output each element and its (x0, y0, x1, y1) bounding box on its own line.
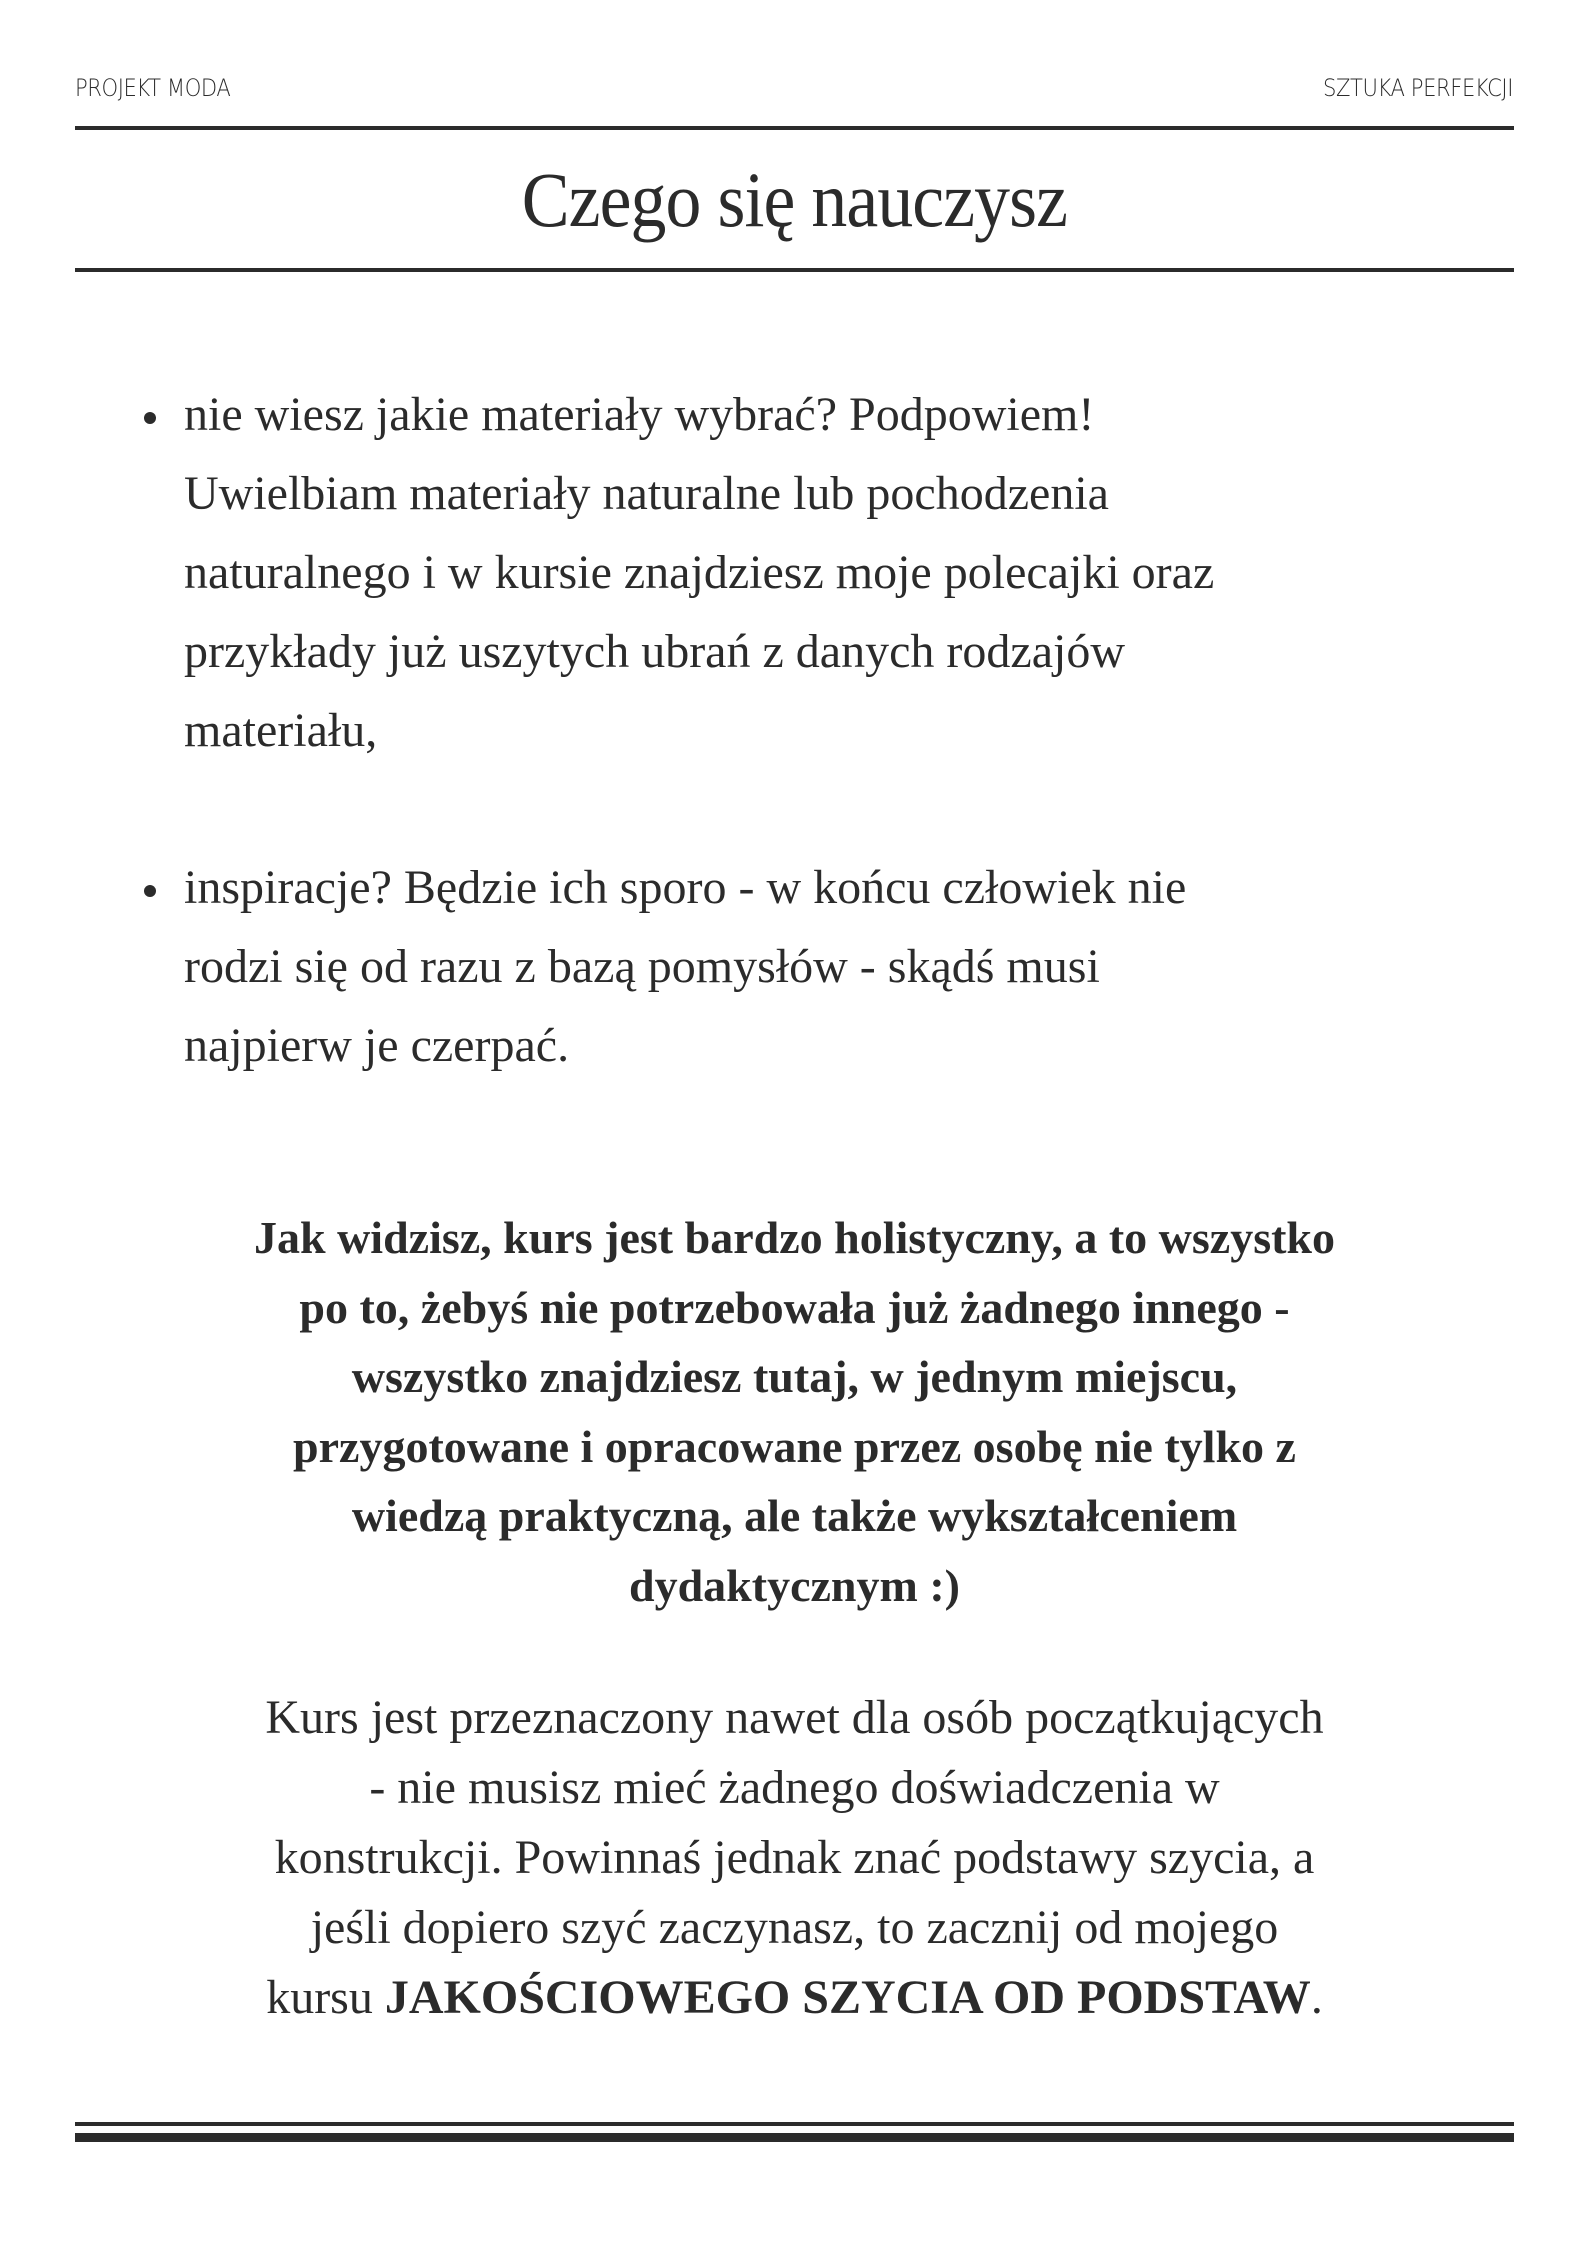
bullet-item-materials (144, 375, 1514, 770)
audience-paragraph (75, 1683, 1514, 2033)
audience-last-line (75, 1963, 1514, 2033)
summary-line: po to, żebyś nie potrzebowała już żadnego innego - (299, 1281, 1290, 1333)
page-title-text: Czego się nauczysz (521, 156, 1068, 243)
bullet-list (144, 375, 1514, 1085)
summary-paragraph (75, 1203, 1514, 1620)
bullet-line: materiału, (184, 704, 378, 757)
summary-line: Jak widzisz, kurs jest bardzo holistyczny, a to wszystko (253, 1212, 1336, 1263)
audience-line: jeśli dopiero szyć zaczynasz, to zacznij od mojego (310, 1901, 1279, 1954)
bullet-line: najpierw je czerpać. (184, 1019, 570, 1072)
summary-line: dydaktycznym :) (629, 1559, 960, 1611)
bullet-item-inspirations (144, 848, 1514, 1085)
audience-last-suffix: . (1310, 1971, 1323, 2024)
bullet-line: Uwielbiam materiały naturalne lub pochodzenia (184, 467, 1109, 520)
footer-divider-thick (75, 2133, 1514, 2142)
course-name: JAKOŚCIOWEGO SZYCIA OD PODSTAW (384, 1971, 1311, 2024)
summary-line: wszystko znajdziesz tutaj, w jednym miejscu, (351, 1351, 1238, 1402)
bullet-line: inspiracje? Będzie ich sporo - w końcu człowiek nie (184, 861, 1187, 914)
summary-line: wiedzą praktyczną, ale także wykształceniem (351, 1490, 1238, 1541)
bullet-line: przykłady już uszytych ubrań z danych rodzajów (184, 625, 1125, 678)
summary-line: przygotowane i opracowane przez osobę nie tylko z (293, 1420, 1296, 1472)
title-divider (75, 268, 1514, 272)
audience-line: Kurs jest przeznaczony nawet dla osób początkujących (265, 1691, 1324, 1744)
audience-last-prefix: kursu (266, 1971, 385, 2024)
bullet-line: nie wiesz jakie materiały wybrać? Podpowiem! (184, 388, 1095, 441)
running-header-right (248, 68, 1513, 108)
audience-line: konstrukcji. Powinnaś jednak znać podstawy szycia, a (274, 1831, 1315, 1884)
header-divider (75, 126, 1514, 130)
page-title (75, 150, 1514, 250)
footer-divider-thin (75, 2122, 1514, 2126)
header-right-label: SZTUKA PERFEKCJI (1323, 74, 1513, 102)
bullet-icon (144, 412, 156, 424)
audience-line: - nie musisz mieć żadnego doświadczenia w (369, 1761, 1220, 1814)
bullet-line: naturalnego i w kursie znajdziesz moje polecajki oraz (184, 546, 1215, 599)
header-left-label: PROJEKT MODA (75, 74, 231, 102)
bullet-icon (144, 885, 156, 897)
bullet-line: rodzi się od razu z bazą pomysłów - skądś musi (184, 940, 1100, 993)
